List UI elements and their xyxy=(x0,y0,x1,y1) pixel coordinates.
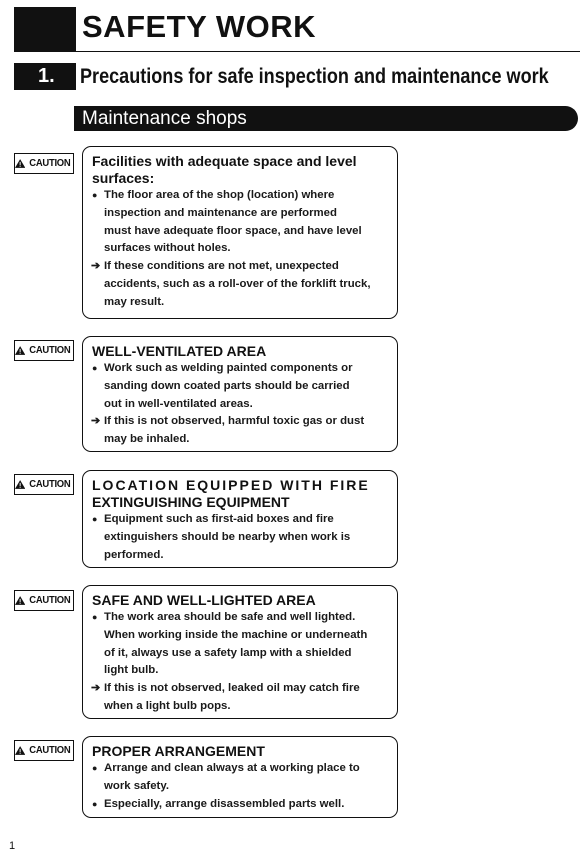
warning-triangle-icon xyxy=(15,595,25,606)
warning-triangle-icon xyxy=(15,345,25,356)
caution-title-line: LOCATION EQUIPPED WITH FIRE xyxy=(92,477,370,493)
text-line: out in well-ventilated areas. xyxy=(104,397,253,410)
caution-box-4 xyxy=(82,585,398,719)
caution-title-line: SAFE AND WELL-LIGHTED AREA xyxy=(92,592,316,608)
title-block-marker xyxy=(14,7,76,51)
text-line: light bulb. xyxy=(104,664,159,677)
text-line: may be inhaled. xyxy=(104,433,190,446)
caution-box-5 xyxy=(82,736,398,818)
consequence-line: ➔ If this is not observed, leaked oil may catch fire xyxy=(92,680,389,698)
text-line: sanding down coated parts should be carried xyxy=(104,379,350,392)
subsection-banner-label: Maintenance shops xyxy=(82,108,247,129)
caution-text: CAUTION xyxy=(29,478,71,491)
bullet-line: ● Work such as welding painted components or xyxy=(92,360,389,378)
caution-text: CAUTION xyxy=(29,157,71,170)
caution-text: CAUTION xyxy=(29,744,71,757)
caution-box-1 xyxy=(82,146,398,319)
consequence-line: ➔ If these conditions are not met, unexpected xyxy=(92,258,389,276)
caution-label-3 xyxy=(14,474,74,495)
text-line: of it, always use a safety lamp with a shielded xyxy=(104,646,352,659)
caution-label-2 xyxy=(14,340,74,361)
text-line: work safety. xyxy=(104,779,169,792)
subsection-banner xyxy=(74,106,578,131)
text-line: accidents, such as a roll-over of the forklift truck, xyxy=(104,277,371,290)
caution-label-1 xyxy=(14,153,74,174)
text-line: inspection and maintenance are performed xyxy=(104,206,337,219)
caution-title-line: PROPER ARRANGEMENT xyxy=(92,743,265,759)
text-line: when a light bulb pops. xyxy=(104,699,231,712)
caution-label-5 xyxy=(14,740,74,761)
caution-title-line: WELL-VENTILATED AREA xyxy=(92,343,267,359)
bullet-line: ● The floor area of the shop (location) where xyxy=(92,187,389,205)
warning-triangle-icon xyxy=(15,158,25,169)
bullet-line: ● The work area should be safe and well lighted. xyxy=(92,609,389,627)
caution-box-3 xyxy=(82,470,398,568)
page-title: SAFETY WORK xyxy=(82,9,316,44)
page-number: 1 xyxy=(9,840,16,852)
bullet-line: ● Especially, arrange disassembled parts well. xyxy=(92,796,389,814)
caution-text: CAUTION xyxy=(29,344,71,357)
caution-title-line: EXTINGUISHING EQUIPMENT xyxy=(92,494,290,510)
text-line: extinguishers should be nearby when work is xyxy=(104,530,351,543)
text-line: When working inside the machine or underneath xyxy=(104,628,368,641)
caution-box-2 xyxy=(82,336,398,452)
text-line: may result. xyxy=(104,295,165,308)
bullet-line: ● Arrange and clean always at a working place to xyxy=(92,760,389,778)
text-line: surfaces without holes. xyxy=(104,242,231,255)
caution-title-line: Facilities with adequate space and level xyxy=(92,153,357,169)
section-title: Precautions for safe inspection and maintenance work xyxy=(80,65,549,88)
text-line: must have adequate floor space, and have level xyxy=(104,224,362,237)
caution-text: CAUTION xyxy=(29,594,71,607)
warning-triangle-icon xyxy=(15,479,25,490)
caution-label-4 xyxy=(14,590,74,611)
text-line: performed. xyxy=(104,548,164,561)
bullet-line: ● Equipment such as first-aid boxes and fire xyxy=(92,511,389,529)
section-number: 1. xyxy=(14,63,76,90)
warning-triangle-icon xyxy=(15,745,25,756)
caution-title-line: surfaces: xyxy=(92,170,155,186)
title-divider xyxy=(14,51,580,52)
consequence-line: ➔ If this is not observed, harmful toxic gas or dust xyxy=(92,413,389,431)
